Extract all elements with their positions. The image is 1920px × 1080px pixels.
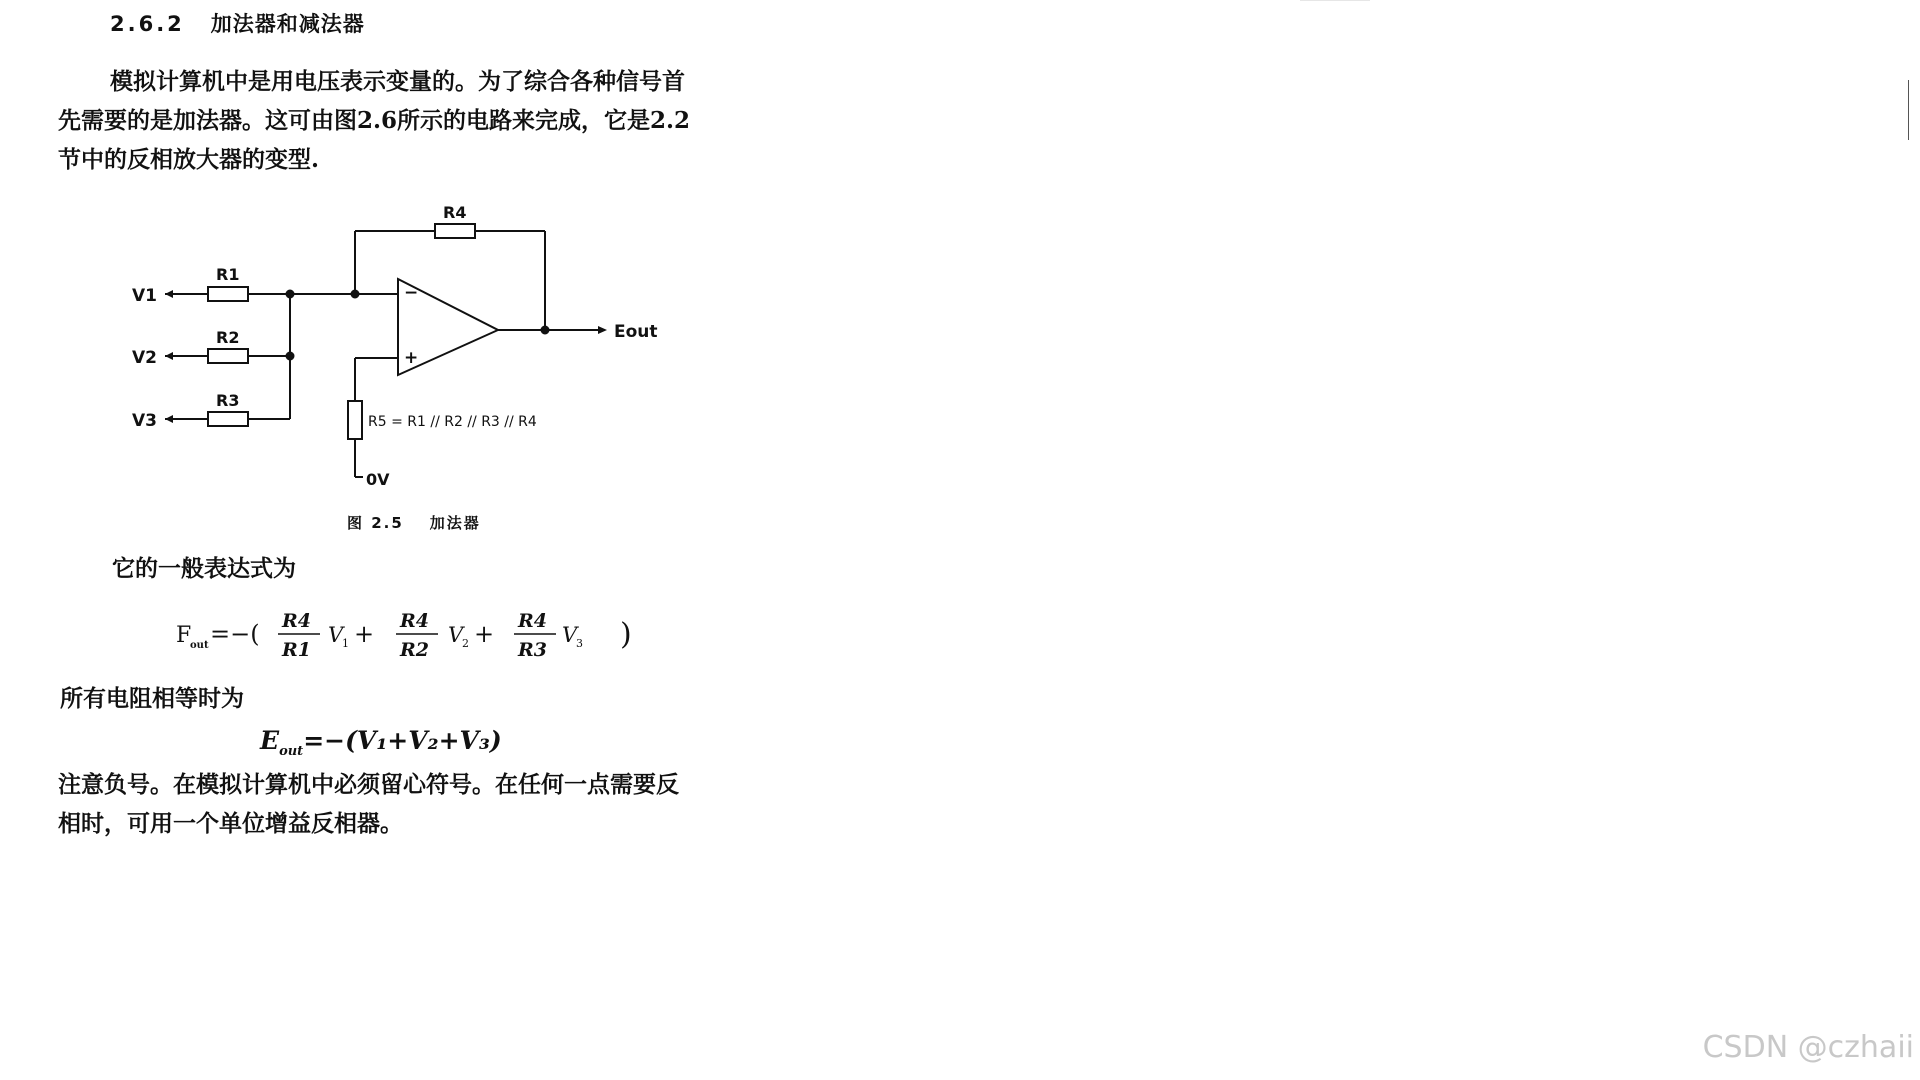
equal-resistors-text: 所有电阻相等时为: [60, 685, 244, 712]
term1-numerator: R4: [282, 610, 312, 632]
resistor-r3: [208, 412, 248, 426]
plus-sign: +: [354, 620, 375, 648]
label-eout: Eout: [614, 322, 658, 342]
section-title: 加法器和减法器: [210, 12, 365, 36]
formula2-lhs: E: [260, 726, 280, 755]
general-expression-text: 它的一般表达式为: [112, 555, 296, 582]
label-v1: V1: [132, 286, 157, 306]
figure-caption: [347, 512, 481, 533]
term3-denominator: R3: [518, 639, 548, 661]
term2-variable: V: [448, 623, 464, 647]
figure-number: 图 2.5: [347, 514, 404, 532]
junction-dot: [287, 291, 294, 298]
term1-subscript: 1: [342, 637, 349, 650]
intro-line: 节中的反相放大器的变型.: [58, 146, 320, 173]
adder-circuit-diagram: [120, 195, 680, 525]
intro-line: 先需要的是加法器。这可由图2.6所示的电路来完成，它是2.2: [58, 107, 691, 134]
general-formula: [170, 600, 670, 670]
formula2-lhs-sub: out: [279, 744, 304, 759]
formula-lhs-sub: out: [190, 640, 209, 651]
resistor-r1: [208, 287, 248, 301]
junction-dot: [542, 327, 549, 334]
note-line: 相时，可用一个单位增益反相器。: [58, 810, 403, 837]
label-r2: R2: [216, 328, 240, 347]
term2-denominator: R2: [400, 639, 430, 661]
formula2-rhs: =−(V₁+V₂+V₃): [303, 726, 502, 755]
label-v3: V3: [132, 411, 157, 431]
closing-paren: ): [620, 617, 632, 652]
intro-line: 模拟计算机中是用电压表示变量的。为了综合各种信号首: [110, 68, 685, 95]
plus-sign: +: [474, 620, 495, 648]
section-heading: [110, 8, 365, 38]
equal-resistors-formula: [260, 726, 502, 759]
term3-subscript: 3: [576, 637, 583, 650]
label-r5-equation: R5 = R1 // R2 // R3 // R4: [368, 414, 537, 430]
label-v2: V2: [132, 348, 157, 368]
term3-variable: V: [562, 623, 578, 647]
figure-title: 加法器: [429, 514, 481, 532]
term2-numerator: R4: [400, 610, 430, 632]
csdn-watermark: CSDN @czhaii: [1702, 1030, 1914, 1065]
term1-denominator: R1: [282, 639, 312, 661]
junction-dot: [287, 353, 294, 360]
formula-lhs: F: [176, 623, 192, 648]
input-wire-v1: [165, 290, 355, 298]
resistor-r2: [208, 349, 248, 363]
output-arrow: [598, 326, 607, 334]
scan-mark: [1300, 0, 1370, 1]
label-r1: R1: [216, 265, 240, 284]
label-r4: R4: [443, 203, 467, 222]
resistor-r4: [435, 224, 475, 238]
label-minus: −: [404, 283, 419, 303]
note-line: 注意负号。在模拟计算机中必须留心符号。在任何一点需要反: [58, 771, 679, 798]
intro-paragraph: [58, 62, 768, 179]
resistor-r5: [348, 401, 362, 439]
scan-mark: [1908, 80, 1909, 140]
term2-subscript: 2: [462, 637, 469, 650]
note-paragraph: [58, 765, 768, 843]
label-plus: +: [404, 348, 419, 368]
formula-equals: =−(: [210, 620, 260, 648]
term3-numerator: R4: [518, 610, 548, 632]
section-number: 2.6.2: [110, 12, 185, 36]
label-r3: R3: [216, 391, 240, 410]
label-0v: 0V: [366, 470, 390, 489]
term1-variable: V: [328, 623, 344, 647]
